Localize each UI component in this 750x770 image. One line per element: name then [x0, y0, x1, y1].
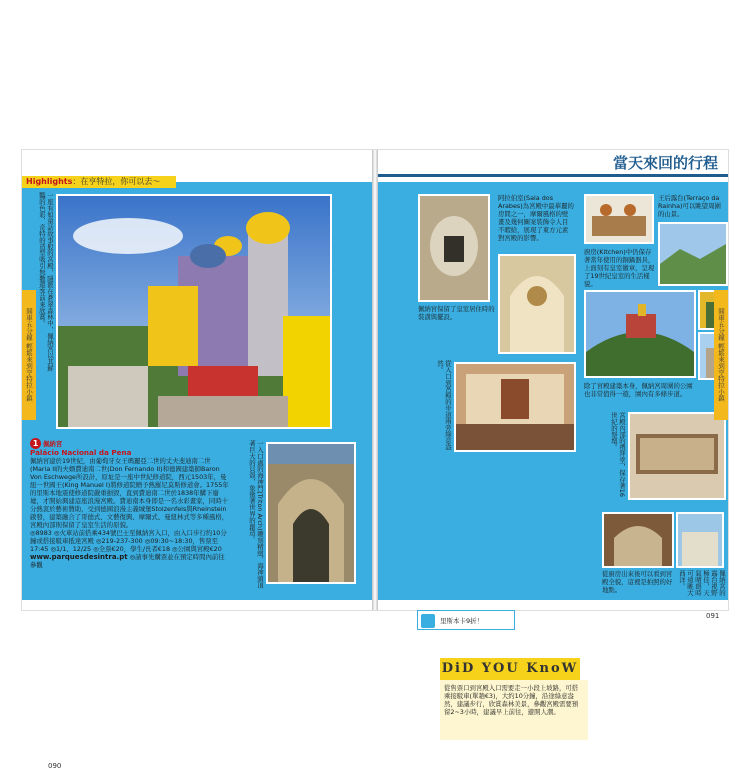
- park-caption: 除了宮殿建築本身，佩納宮周圍的公園也非常值得一遊，園內有多條步道。: [584, 382, 693, 398]
- place-practical-info: ◎8983 ◎火車站前搭乘434號巴士至佩納宮入口，由入口步行約10分鐘或搭接駁車抵達宮殿 ◎219-237-300 ◎09:30~18:30，售票至17:45 ◎1/1、12/25 ◎全票€20，學生/長者€18 ◎公園與宮殿€20: [30, 529, 227, 553]
- photo-spot-caption: 從廚房出來後可以看到宮殿全貌，這裡是拍照的好地點。: [602, 570, 673, 594]
- kitchen-photo: [584, 194, 654, 244]
- highlights-bar: [22, 176, 176, 188]
- highlights-label: Highlights: [26, 177, 73, 186]
- page-gutter: [372, 150, 378, 610]
- place-name-pt: Palácio Nacional da Pena: [30, 448, 132, 457]
- chapel-caption: 宮殿內部的禮拜堂，保存著16世紀的祭壇。: [610, 412, 626, 497]
- triton-arch-caption: 一入口處的海神門(Triton Arch)雕刻精緻，海神頭頂著巨大的貝殼，象徵著世界的創造。: [248, 440, 264, 589]
- left-side-tab: 開車五分鐘 輕鬆來到亨特拉小鎮: [22, 290, 36, 420]
- place-website[interactable]: www.parquesdesintra.pt: [30, 553, 128, 561]
- speaker-icon: [421, 614, 435, 628]
- pena-palace-photo: [56, 194, 332, 429]
- terrace-view-photo: [658, 222, 728, 286]
- title-rule: [378, 174, 728, 177]
- lisbon-card-tip: [417, 610, 515, 630]
- place-description: 佩納宮建於19世紀，由葡萄牙女王瑪麗亞二世的丈夫斐迪南二世(Maria II的夫婿費迪南二世(Don Fernando II)和德國建築師Baron Von Eschwege所設計，原址是一座中世紀修道院，西元1503年，曼紐一世國王(King Manuel I)將修道院贈予熱羅尼莫斯修道會。1755年的里斯本地震使修道院嚴重損毀，直到費迪南二世於1838年購下廢墟，才開始興建這座浪漫宮殿。費迪南本身即是一名水彩畫家，同時十分熱衷於藝術贊助，受到德國浪漫主義城堡Stolzenfels與Rheinstein啟發，建築融合了哥德式、文藝復興、摩爾式、曼紐林式等多種風格，宮殿內部則保留了皇室生活的原貌。: [30, 457, 229, 529]
- room-interior-caption: 佩納宮保留了皇室居住時的裝潢與擺設。: [418, 305, 495, 321]
- right-side-tab: 開車五分鐘 輕鬆來到亨特拉小鎮: [714, 290, 728, 420]
- interior-hall-photo: [454, 362, 576, 452]
- intro-text: 一座有如童話故事般的宮殿，隱匿在蒼翠森林中，佩納宮以其鮮豔的色彩、奇特的造型吸引無數遊客前來欣賞。: [38, 192, 54, 372]
- palace-arch-photo: [602, 512, 674, 568]
- did-you-know-text: 從售票口到宮殿入口需要走一小段上坡路，可搭乘接駁車(單趟€3)，大約10分鐘，沿途綠意盎然，建議步行，欣賞森林美景，參觀宮殿需要預留2~3小時，建議早上前往，避開人潮。: [444, 684, 579, 716]
- triton-arch-photo: [266, 442, 356, 584]
- triton-window-photo: [418, 194, 490, 302]
- courtyard-photo: [676, 512, 724, 568]
- kitchen-caption: 廚房(Kitchen)中仍保存著當年使用的銅鍋器具，上面刻有皇室徽章，呈現了19世紀皇室的生活樣貌。: [584, 248, 655, 288]
- park-walk-caption: 從入口到宮殿的步道兩旁綠意盎然。: [436, 360, 452, 450]
- palace-info-block: [30, 438, 230, 593]
- right-page-number: 091: [706, 612, 720, 620]
- terrace-view-caption-2: 佩納宮的露台視野極佳，天氣晴朗時可遠眺大西洋。: [678, 570, 726, 596]
- library-photo: [628, 412, 726, 500]
- place-name-zh: 佩納宮: [43, 440, 63, 448]
- tip-text: 里斯本卡9折！: [440, 617, 484, 625]
- highlights-sub: ：在亨特拉，你可以去～: [72, 177, 161, 186]
- left-page-number: 090: [48, 762, 62, 770]
- did-you-know-logo: DiD YOU KnoW: [440, 658, 580, 680]
- arab-room-photo: [498, 254, 576, 354]
- place-note: ◎請事先購票並在預定時間內前往參觀: [30, 553, 225, 569]
- palace-hilltop-photo: [584, 290, 696, 378]
- queen-terrace-caption: 王后露台(Terraço da Rainha)可以眺望周圍的山景。: [658, 194, 721, 218]
- place-number-badge: 1: [30, 438, 41, 449]
- page-title: 當天來回的行程: [612, 154, 718, 172]
- arab-room-caption: 阿拉伯室(Sala dos Arabes)為宮殿中最華麗的房間之一，摩爾風格的壁畫及幾何圖案裝飾令人目不暇給，展現了東方元素對宮殿的影響。: [498, 194, 574, 242]
